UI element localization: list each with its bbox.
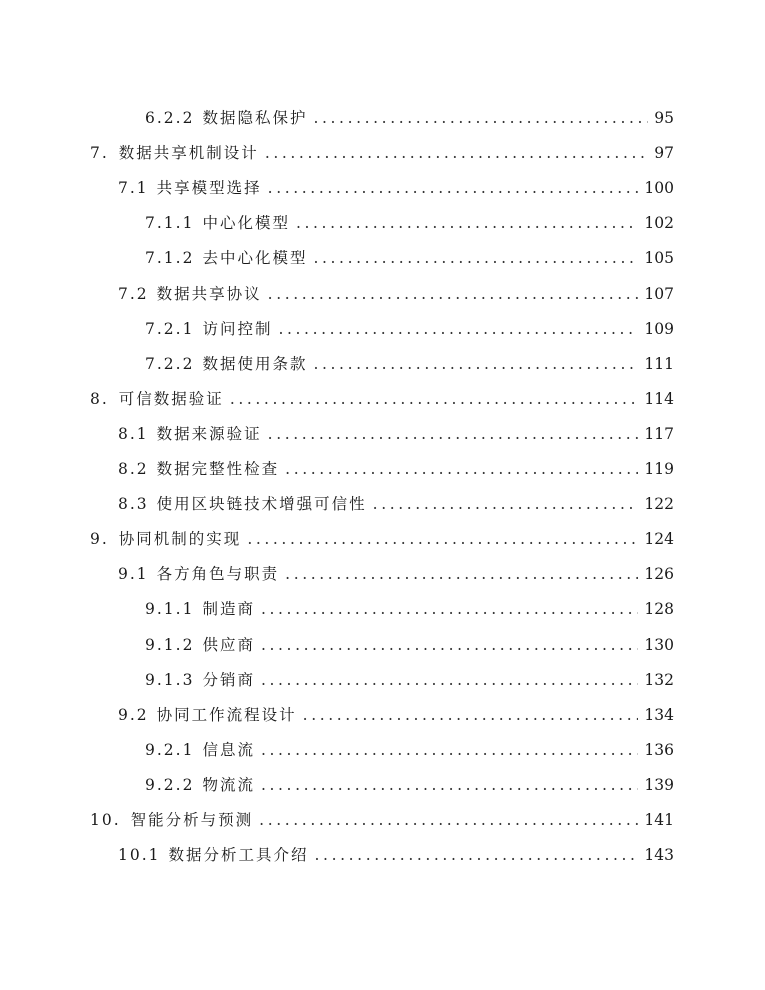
toc-entry-number: 8. (90, 389, 109, 408)
toc-entry[interactable] (145, 774, 674, 796)
toc-dot-leader (230, 388, 639, 410)
toc-entry-page-number: 100 (644, 179, 674, 198)
toc-dot-leader (313, 247, 638, 269)
toc-entry-number: 7.1.1 (145, 214, 195, 233)
toc-entry[interactable] (145, 107, 674, 129)
toc-entry[interactable] (90, 528, 674, 550)
toc-dot-leader (268, 423, 639, 445)
toc-entry-title: 协同机制的实现 (118, 530, 242, 549)
toc-entry-number: 9.2.2 (145, 775, 195, 794)
toc-entry-number: 9.1.1 (145, 600, 195, 619)
toc-entry[interactable] (118, 704, 674, 726)
toc-entry-title: 数据共享机制设计 (118, 144, 259, 163)
toc-entry[interactable] (118, 423, 674, 445)
toc-entry[interactable] (90, 809, 674, 831)
toc-entry-page-number: 97 (654, 144, 674, 163)
toc-entry[interactable] (118, 844, 674, 866)
toc-entry-title: 去中心化模型 (202, 249, 308, 268)
toc-entry-number: 7.2.1 (145, 319, 195, 338)
toc-entry-title: 各方角色与职责 (156, 565, 280, 584)
toc-entry[interactable] (118, 493, 674, 515)
toc-entry-page-number: 132 (644, 670, 674, 689)
toc-entry-title: 分销商 (202, 670, 255, 689)
toc-entry-page-number: 102 (644, 214, 674, 233)
toc-entry[interactable] (145, 318, 674, 340)
toc-entry-page-number: 124 (644, 530, 674, 549)
toc-dot-leader (261, 774, 638, 796)
toc-entry[interactable] (145, 212, 674, 234)
toc-entry-number: 9.2.1 (145, 740, 195, 759)
toc-entry[interactable] (145, 353, 674, 375)
toc-entry-title: 数据使用条款 (202, 354, 308, 373)
toc-entry-page-number: 136 (644, 740, 674, 759)
toc-entry-page-number: 109 (644, 319, 674, 338)
toc-entry-page-number: 114 (644, 389, 674, 408)
toc-dot-leader (268, 283, 639, 305)
toc-entry-page-number: 95 (654, 109, 674, 127)
toc-entry-number: 9.1.3 (145, 670, 195, 689)
toc-entry-number: 10. (90, 811, 121, 829)
toc-entry[interactable] (145, 598, 674, 620)
toc-dot-leader (261, 669, 638, 691)
toc-entry-title: 供应商 (202, 635, 255, 654)
toc-entry-number: 7.2 (118, 284, 149, 303)
toc-entry-number: 9.1 (118, 565, 149, 584)
toc-entry-number: 6.2.2 (145, 109, 195, 127)
toc-entry-title: 中心化模型 (202, 214, 290, 233)
toc-entry-page-number: 119 (644, 460, 674, 478)
toc-entry-title: 数据隐私保护 (202, 109, 308, 127)
toc-dot-leader (313, 353, 638, 375)
toc-entry-title: 数据来源验证 (156, 424, 262, 443)
toc-entry-page-number: 111 (644, 354, 674, 373)
toc-dot-leader (261, 739, 638, 761)
toc-entry-title: 访问控制 (202, 319, 273, 338)
toc-dot-leader (313, 107, 648, 129)
toc-entry-number: 10.1 (118, 846, 161, 865)
toc-dot-leader (296, 212, 638, 234)
toc-entry-title: 智能分析与预测 (130, 811, 254, 829)
toc-entry-number: 8.3 (118, 495, 149, 514)
toc-entry-number: 7. (90, 144, 109, 163)
toc-entry-title: 物流流 (202, 775, 255, 794)
toc-dot-leader (268, 177, 639, 199)
toc-entry-title: 使用区块链技术增强可信性 (156, 495, 367, 514)
toc-entry-title: 共享模型选择 (156, 179, 262, 198)
toc-entry-title: 数据分析工具介绍 (168, 846, 309, 865)
toc-entry-number: 7.2.2 (145, 354, 195, 373)
toc-entry-page-number: 107 (644, 284, 674, 303)
toc-entry[interactable] (145, 669, 674, 691)
toc-dot-leader (265, 142, 648, 164)
toc-entry-number: 9.1.2 (145, 635, 195, 654)
toc-entry-page-number: 134 (644, 705, 674, 724)
toc-entry-title: 协同工作流程设计 (156, 705, 297, 724)
toc-entry-number: 8.1 (118, 424, 149, 443)
toc-entry-page-number: 130 (644, 635, 674, 654)
toc-dot-leader (303, 704, 639, 726)
toc-dot-leader (285, 563, 638, 585)
toc-dot-leader (259, 809, 638, 831)
toc-entry[interactable] (90, 142, 674, 164)
toc-entry-title: 数据完整性检查 (156, 460, 280, 478)
toc-entry-page-number: 139 (644, 775, 674, 794)
toc-entry-title: 制造商 (202, 600, 255, 619)
toc-entry[interactable] (118, 177, 674, 199)
toc-entry-page-number: 128 (644, 600, 674, 619)
toc-dot-leader (261, 598, 638, 620)
toc-entry[interactable] (118, 563, 674, 585)
toc-entry-page-number: 105 (644, 249, 674, 268)
toc-entry-title: 数据共享协议 (156, 284, 262, 303)
toc-entry-page-number: 126 (644, 565, 674, 584)
toc-dot-leader (315, 844, 639, 866)
toc-entry-page-number: 122 (644, 495, 674, 514)
toc-dot-leader (261, 634, 638, 656)
toc-entry[interactable] (118, 458, 674, 480)
toc-entry[interactable] (145, 247, 674, 269)
toc-dot-leader (285, 458, 638, 480)
toc-entry[interactable] (90, 388, 674, 410)
toc-dot-leader (278, 318, 638, 340)
toc-entry[interactable] (118, 283, 674, 305)
toc-entry-page-number: 143 (644, 846, 674, 865)
toc-entry-number: 9.2 (118, 705, 149, 724)
toc-dot-leader (247, 528, 638, 550)
toc-entry-number: 7.1.2 (145, 249, 195, 268)
toc-entry-title: 信息流 (202, 740, 255, 759)
toc-entry[interactable] (145, 634, 674, 656)
toc-dot-leader (373, 493, 639, 515)
toc-entry-number: 9. (90, 530, 109, 549)
toc-entry-page-number: 117 (644, 424, 674, 443)
toc-entry[interactable] (145, 739, 674, 761)
toc-entry-title: 可信数据验证 (118, 389, 224, 408)
toc-entry-page-number: 141 (644, 811, 674, 829)
toc-entry-number: 8.2 (118, 460, 149, 478)
toc-entry-number: 7.1 (118, 179, 149, 198)
